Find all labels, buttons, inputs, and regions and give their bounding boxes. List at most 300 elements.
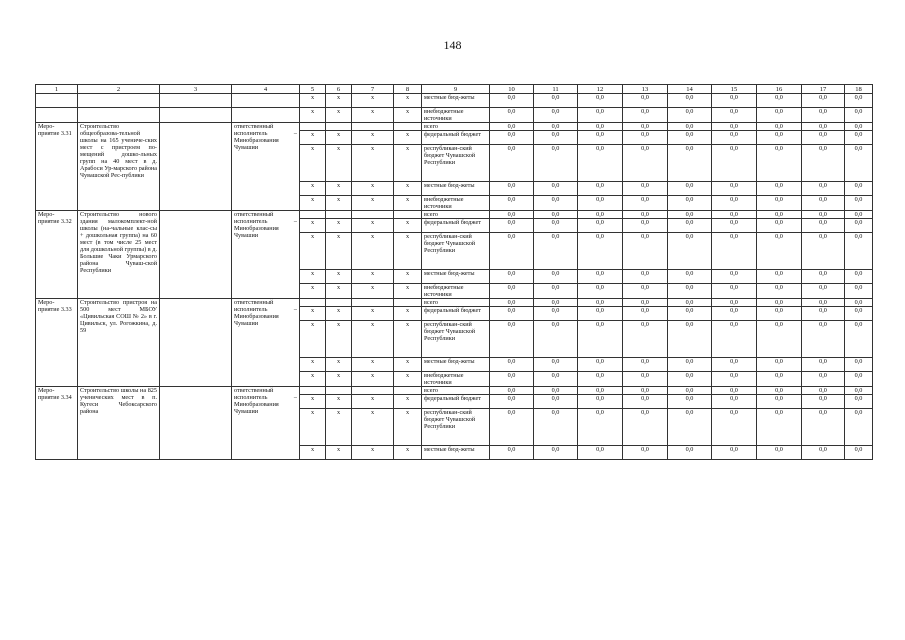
amount-cell: 0,0	[534, 108, 578, 123]
amount-cell: 0,0	[578, 196, 623, 211]
amount-cell: 0,0	[712, 211, 757, 219]
amount-cell: 0,0	[845, 446, 873, 460]
column-number: 7	[352, 85, 394, 94]
amount-cell: 0,0	[534, 94, 578, 108]
amount-cell: 0,0	[845, 196, 873, 211]
measure-description: Строительство школы на 825 ученических мест в п. Кугеси Чебоксарского района	[78, 387, 160, 460]
amount-cell: 0,0	[802, 321, 845, 358]
amount-cell: 0,0	[757, 446, 802, 460]
funding-source: местные бюд-жеты	[422, 358, 490, 372]
funding-source: местные бюд-жеты	[422, 270, 490, 284]
x-mark	[326, 211, 352, 219]
amount-cell: 0,0	[534, 321, 578, 358]
amount-cell: 0,0	[668, 395, 712, 409]
amount-cell: 0,0	[668, 145, 712, 182]
x-mark: x	[326, 196, 352, 211]
x-mark	[394, 299, 422, 307]
funding-source: республикан-ский бюджет Чувашской Республики	[422, 233, 490, 270]
amount-cell: 0,0	[623, 395, 668, 409]
amount-cell: 0,0	[845, 145, 873, 182]
amount-cell: 0,0	[802, 387, 845, 395]
amount-cell: 0,0	[712, 123, 757, 131]
amount-cell: 0,0	[802, 211, 845, 219]
amount-cell: 0,0	[712, 219, 757, 233]
empty-column	[160, 94, 232, 108]
amount-cell: 0,0	[845, 182, 873, 196]
x-mark: x	[394, 321, 422, 358]
x-mark: x	[352, 108, 394, 123]
amount-cell: 0,0	[757, 196, 802, 211]
amount-cell: 0,0	[623, 233, 668, 270]
x-mark	[352, 387, 394, 395]
amount-cell: 0,0	[757, 145, 802, 182]
measure-description: Строительство пристроя на 500 мест МБОУ «Цивильская СОШ № 2» в г. Цивильск, ул. Рогожкина, д. 59	[78, 299, 160, 387]
x-mark	[394, 123, 422, 131]
funding-source: федеральный бюджет	[422, 395, 490, 409]
amount-cell: 0,0	[578, 372, 623, 387]
amount-cell: 0,0	[845, 131, 873, 145]
x-mark: x	[300, 219, 326, 233]
amount-cell: 0,0	[802, 131, 845, 145]
x-mark	[326, 387, 352, 395]
amount-cell: 0,0	[668, 94, 712, 108]
measure-label	[36, 94, 78, 108]
column-number: 18	[845, 85, 873, 94]
table-row	[36, 299, 873, 307]
amount-cell: 0,0	[578, 299, 623, 307]
empty-column	[160, 211, 232, 299]
amount-cell: 0,0	[578, 321, 623, 358]
amount-cell: 0,0	[712, 321, 757, 358]
x-mark: x	[300, 372, 326, 387]
amount-cell: 0,0	[757, 233, 802, 270]
funding-source: федеральный бюджет	[422, 131, 490, 145]
amount-cell: 0,0	[802, 233, 845, 270]
amount-cell: 0,0	[668, 233, 712, 270]
amount-cell: 0,0	[490, 233, 534, 270]
x-mark: x	[394, 307, 422, 321]
amount-cell: 0,0	[623, 145, 668, 182]
amount-cell: 0,0	[757, 270, 802, 284]
column-number: 6	[326, 85, 352, 94]
amount-cell: 0,0	[490, 409, 534, 446]
x-mark: x	[352, 321, 394, 358]
funding-source: местные бюд-жеты	[422, 94, 490, 108]
amount-cell: 0,0	[490, 307, 534, 321]
amount-cell: 0,0	[668, 409, 712, 446]
measure-label: Меро-приятие 3.34	[36, 387, 78, 460]
amount-cell: 0,0	[490, 299, 534, 307]
amount-cell: 0,0	[668, 270, 712, 284]
amount-cell: 0,0	[712, 358, 757, 372]
column-number-row	[36, 85, 873, 94]
measure-label	[36, 108, 78, 123]
x-mark: x	[394, 372, 422, 387]
amount-cell: 0,0	[490, 108, 534, 123]
table-row	[36, 123, 873, 131]
column-number: 3	[160, 85, 232, 94]
amount-cell: 0,0	[668, 219, 712, 233]
responsible-executor: ответственный исполнитель – Минобразования Чувашии	[232, 387, 300, 460]
amount-cell: 0,0	[845, 211, 873, 219]
amount-cell: 0,0	[668, 123, 712, 131]
x-mark: x	[352, 233, 394, 270]
x-mark: x	[394, 182, 422, 196]
x-mark: x	[326, 321, 352, 358]
amount-cell: 0,0	[712, 233, 757, 270]
x-mark: x	[326, 409, 352, 446]
amount-cell: 0,0	[490, 131, 534, 145]
amount-cell: 0,0	[668, 211, 712, 219]
amount-cell: 0,0	[534, 307, 578, 321]
responsible-executor	[232, 108, 300, 123]
amount-cell: 0,0	[623, 270, 668, 284]
amount-cell: 0,0	[534, 219, 578, 233]
amount-cell: 0,0	[534, 233, 578, 270]
amount-cell: 0,0	[757, 219, 802, 233]
amount-cell: 0,0	[490, 284, 534, 299]
x-mark: x	[326, 131, 352, 145]
funding-source: всего	[422, 299, 490, 307]
x-mark: x	[300, 270, 326, 284]
responsible-executor	[232, 94, 300, 108]
amount-cell: 0,0	[490, 94, 534, 108]
x-mark: x	[326, 145, 352, 182]
funding-source: внебюджетные источники	[422, 284, 490, 299]
amount-cell: 0,0	[802, 108, 845, 123]
x-mark: x	[300, 307, 326, 321]
x-mark: x	[326, 182, 352, 196]
amount-cell: 0,0	[490, 387, 534, 395]
amount-cell: 0,0	[845, 219, 873, 233]
amount-cell: 0,0	[534, 284, 578, 299]
amount-cell: 0,0	[534, 409, 578, 446]
amount-cell: 0,0	[623, 321, 668, 358]
amount-cell: 0,0	[668, 358, 712, 372]
x-mark: x	[394, 145, 422, 182]
amount-cell: 0,0	[712, 145, 757, 182]
amount-cell: 0,0	[490, 145, 534, 182]
amount-cell: 0,0	[712, 299, 757, 307]
amount-cell: 0,0	[623, 409, 668, 446]
amount-cell: 0,0	[534, 372, 578, 387]
x-mark	[394, 387, 422, 395]
amount-cell: 0,0	[578, 94, 623, 108]
x-mark: x	[300, 94, 326, 108]
x-mark: x	[326, 307, 352, 321]
amount-cell: 0,0	[845, 270, 873, 284]
x-mark: x	[300, 196, 326, 211]
amount-cell: 0,0	[757, 307, 802, 321]
x-mark: x	[352, 270, 394, 284]
x-mark: x	[352, 409, 394, 446]
x-mark: x	[300, 446, 326, 460]
funding-source: местные бюд-жеты	[422, 446, 490, 460]
amount-cell: 0,0	[845, 233, 873, 270]
amount-cell: 0,0	[712, 307, 757, 321]
amount-cell: 0,0	[802, 307, 845, 321]
amount-cell: 0,0	[578, 182, 623, 196]
amount-cell: 0,0	[578, 409, 623, 446]
amount-cell: 0,0	[668, 321, 712, 358]
amount-cell: 0,0	[623, 211, 668, 219]
amount-cell: 0,0	[668, 108, 712, 123]
x-mark	[352, 299, 394, 307]
amount-cell: 0,0	[490, 372, 534, 387]
x-mark: x	[300, 358, 326, 372]
amount-cell: 0,0	[490, 211, 534, 219]
column-number: 1	[36, 85, 78, 94]
amount-cell: 0,0	[578, 211, 623, 219]
amount-cell: 0,0	[845, 123, 873, 131]
amount-cell: 0,0	[712, 446, 757, 460]
column-number: 17	[802, 85, 845, 94]
amount-cell: 0,0	[623, 108, 668, 123]
table-row	[36, 94, 873, 108]
amount-cell: 0,0	[757, 182, 802, 196]
column-number: 9	[422, 85, 490, 94]
table-row	[36, 211, 873, 219]
x-mark: x	[352, 307, 394, 321]
amount-cell: 0,0	[757, 131, 802, 145]
amount-cell: 0,0	[845, 307, 873, 321]
x-mark: x	[326, 108, 352, 123]
x-mark: x	[326, 358, 352, 372]
x-mark: x	[394, 270, 422, 284]
column-number: 13	[623, 85, 668, 94]
x-mark: x	[352, 219, 394, 233]
amount-cell: 0,0	[757, 123, 802, 131]
amount-cell: 0,0	[668, 131, 712, 145]
x-mark: x	[352, 145, 394, 182]
amount-cell: 0,0	[623, 372, 668, 387]
amount-cell: 0,0	[490, 270, 534, 284]
column-number: 14	[668, 85, 712, 94]
funding-source: республикан-ский бюджет Чувашской Республики	[422, 145, 490, 182]
amount-cell: 0,0	[802, 123, 845, 131]
amount-cell: 0,0	[534, 395, 578, 409]
amount-cell: 0,0	[668, 299, 712, 307]
amount-cell: 0,0	[845, 299, 873, 307]
amount-cell: 0,0	[802, 395, 845, 409]
amount-cell: 0,0	[534, 131, 578, 145]
empty-column	[160, 108, 232, 123]
amount-cell: 0,0	[623, 299, 668, 307]
amount-cell: 0,0	[578, 219, 623, 233]
x-mark: x	[326, 94, 352, 108]
empty-column	[160, 123, 232, 211]
amount-cell: 0,0	[668, 196, 712, 211]
amount-cell: 0,0	[802, 145, 845, 182]
amount-cell: 0,0	[623, 307, 668, 321]
amount-cell: 0,0	[578, 145, 623, 182]
amount-cell: 0,0	[623, 94, 668, 108]
amount-cell: 0,0	[802, 409, 845, 446]
amount-cell: 0,0	[578, 270, 623, 284]
amount-cell: 0,0	[845, 409, 873, 446]
x-mark	[326, 123, 352, 131]
measure-label: Меро-приятие 3.33	[36, 299, 78, 387]
x-mark: x	[394, 409, 422, 446]
amount-cell: 0,0	[668, 372, 712, 387]
column-number: 8	[394, 85, 422, 94]
amount-cell: 0,0	[534, 196, 578, 211]
page-number: 148	[443, 38, 462, 52]
funding-source: внебюджетные источники	[422, 196, 490, 211]
x-mark	[352, 211, 394, 219]
empty-column	[160, 387, 232, 460]
amount-cell: 0,0	[757, 372, 802, 387]
amount-cell: 0,0	[490, 196, 534, 211]
x-mark: x	[300, 182, 326, 196]
amount-cell: 0,0	[668, 182, 712, 196]
x-mark: x	[352, 182, 394, 196]
x-mark: x	[300, 131, 326, 145]
amount-cell: 0,0	[845, 387, 873, 395]
amount-cell: 0,0	[802, 372, 845, 387]
amount-cell: 0,0	[490, 219, 534, 233]
amount-cell: 0,0	[623, 446, 668, 460]
responsible-executor: ответственный исполнитель – Минобразования Чувашии	[232, 123, 300, 211]
measure-description	[78, 94, 160, 108]
x-mark: x	[394, 131, 422, 145]
x-mark	[394, 211, 422, 219]
amount-cell: 0,0	[623, 123, 668, 131]
x-mark: x	[300, 284, 326, 299]
table-row	[36, 108, 873, 123]
column-number: 11	[534, 85, 578, 94]
amount-cell: 0,0	[802, 358, 845, 372]
amount-cell: 0,0	[845, 108, 873, 123]
amount-cell: 0,0	[578, 446, 623, 460]
amount-cell: 0,0	[668, 284, 712, 299]
amount-cell: 0,0	[534, 182, 578, 196]
amount-cell: 0,0	[578, 108, 623, 123]
x-mark: x	[326, 219, 352, 233]
amount-cell: 0,0	[712, 270, 757, 284]
x-mark	[300, 211, 326, 219]
x-mark: x	[326, 284, 352, 299]
amount-cell: 0,0	[757, 211, 802, 219]
measure-label: Меро-приятие 3.31	[36, 123, 78, 211]
amount-cell: 0,0	[712, 284, 757, 299]
x-mark: x	[300, 108, 326, 123]
amount-cell: 0,0	[578, 123, 623, 131]
x-mark: x	[326, 372, 352, 387]
x-mark: x	[394, 284, 422, 299]
responsible-executor: ответственный исполнитель – Минобразования Чувашии	[232, 299, 300, 387]
amount-cell: 0,0	[490, 358, 534, 372]
amount-cell: 0,0	[712, 395, 757, 409]
x-mark: x	[352, 196, 394, 211]
x-mark	[300, 123, 326, 131]
funding-source: местные бюд-жеты	[422, 182, 490, 196]
funding-source: внебюджетные источники	[422, 372, 490, 387]
amount-cell: 0,0	[757, 387, 802, 395]
amount-cell: 0,0	[845, 372, 873, 387]
amount-cell: 0,0	[534, 270, 578, 284]
amount-cell: 0,0	[534, 387, 578, 395]
x-mark: x	[300, 321, 326, 358]
x-mark: x	[394, 446, 422, 460]
x-mark: x	[300, 145, 326, 182]
x-mark	[352, 123, 394, 131]
amount-cell: 0,0	[490, 182, 534, 196]
funding-source: федеральный бюджет	[422, 219, 490, 233]
x-mark: x	[326, 270, 352, 284]
x-mark: x	[326, 233, 352, 270]
table-row	[36, 387, 873, 395]
amount-cell: 0,0	[757, 284, 802, 299]
x-mark: x	[394, 108, 422, 123]
measure-description: Строительство нового здания малокомплект-ной школы (на-чальные клас-сы + дошкольная группа) на 60 мест (в том числе 25 мест для дошкольной группы) в д. Большие Чаки Урмарского района Чуваш-ской Республики	[78, 211, 160, 299]
amount-cell: 0,0	[757, 321, 802, 358]
amount-cell: 0,0	[712, 182, 757, 196]
column-number: 10	[490, 85, 534, 94]
amount-cell: 0,0	[802, 299, 845, 307]
x-mark: x	[352, 131, 394, 145]
amount-cell: 0,0	[712, 387, 757, 395]
amount-cell: 0,0	[802, 270, 845, 284]
amount-cell: 0,0	[668, 307, 712, 321]
amount-cell: 0,0	[623, 196, 668, 211]
funding-source: всего	[422, 211, 490, 219]
amount-cell: 0,0	[757, 108, 802, 123]
amount-cell: 0,0	[802, 284, 845, 299]
amount-cell: 0,0	[490, 321, 534, 358]
amount-cell: 0,0	[757, 395, 802, 409]
amount-cell: 0,0	[668, 446, 712, 460]
amount-cell: 0,0	[623, 182, 668, 196]
amount-cell: 0,0	[490, 446, 534, 460]
amount-cell: 0,0	[578, 387, 623, 395]
column-number: 15	[712, 85, 757, 94]
x-mark: x	[394, 358, 422, 372]
x-mark: x	[394, 196, 422, 211]
responsible-executor: ответственный исполнитель – Минобразования Чувашии	[232, 211, 300, 299]
x-mark: x	[300, 409, 326, 446]
column-number: 12	[578, 85, 623, 94]
amount-cell: 0,0	[578, 131, 623, 145]
x-mark: x	[300, 233, 326, 270]
column-number: 5	[300, 85, 326, 94]
amount-cell: 0,0	[623, 131, 668, 145]
amount-cell: 0,0	[845, 94, 873, 108]
amount-cell: 0,0	[534, 145, 578, 182]
amount-cell: 0,0	[757, 358, 802, 372]
amount-cell: 0,0	[668, 387, 712, 395]
amount-cell: 0,0	[712, 108, 757, 123]
amount-cell: 0,0	[534, 358, 578, 372]
measure-description	[78, 108, 160, 123]
amount-cell: 0,0	[578, 307, 623, 321]
amount-cell: 0,0	[712, 131, 757, 145]
x-mark	[326, 299, 352, 307]
amount-cell: 0,0	[578, 233, 623, 270]
column-number: 4	[232, 85, 300, 94]
x-mark: x	[326, 446, 352, 460]
amount-cell: 0,0	[534, 123, 578, 131]
amount-cell: 0,0	[534, 446, 578, 460]
amount-cell: 0,0	[712, 196, 757, 211]
amount-cell: 0,0	[845, 395, 873, 409]
amount-cell: 0,0	[623, 219, 668, 233]
x-mark: x	[394, 395, 422, 409]
amount-cell: 0,0	[534, 211, 578, 219]
amount-cell: 0,0	[712, 409, 757, 446]
amount-cell: 0,0	[802, 196, 845, 211]
x-mark: x	[326, 395, 352, 409]
